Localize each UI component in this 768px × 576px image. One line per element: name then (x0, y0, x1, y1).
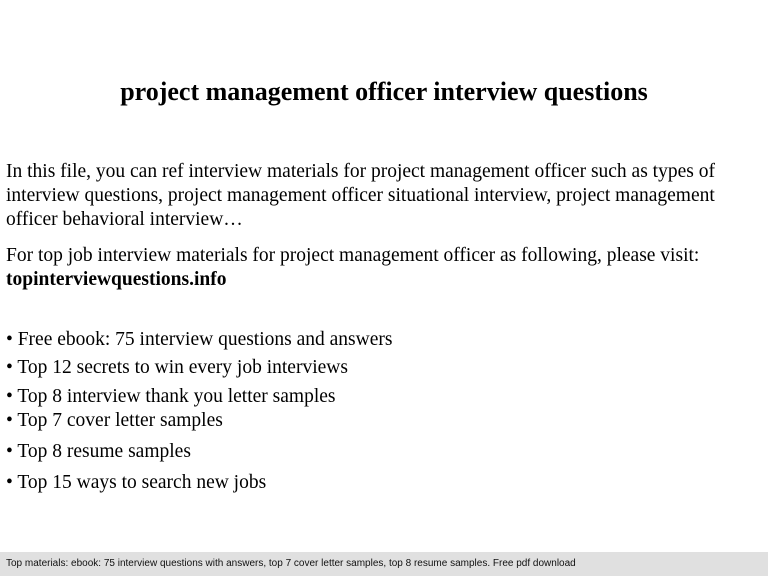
materials-list (6, 328, 762, 495)
cta-text: For top job interview materials for project management officer as following, please visit: (6, 245, 700, 266)
list-item: • Top 7 cover letter samples (6, 410, 223, 431)
footer-bar (0, 552, 768, 576)
list-item: • Top 15 ways to search new jobs (6, 472, 267, 493)
list-item: • Free ebook: 75 interview questions and answers (6, 329, 393, 350)
intro-paragraph: In this file, you can ref interview materials for project management officer such as types of interview questions, project management officer situational interview, project management officer behavioral interview… (6, 161, 715, 230)
footer-text: Top materials: ebook: 75 interview questions with answers, top 7 cover letter samples, top 8 resume samples. Free pdf download (6, 558, 576, 569)
slide-title: project management officer interview questions (120, 77, 648, 106)
slide-body (6, 160, 762, 292)
list-item: • Top 8 interview thank you letter samples (6, 386, 336, 407)
list-item: • Top 12 secrets to win every job interviews (6, 357, 348, 378)
cta-paragraph (6, 244, 762, 292)
list-item: • Top 8 resume samples (6, 441, 191, 462)
website-link[interactable]: topinterviewquestions.info (6, 269, 227, 290)
